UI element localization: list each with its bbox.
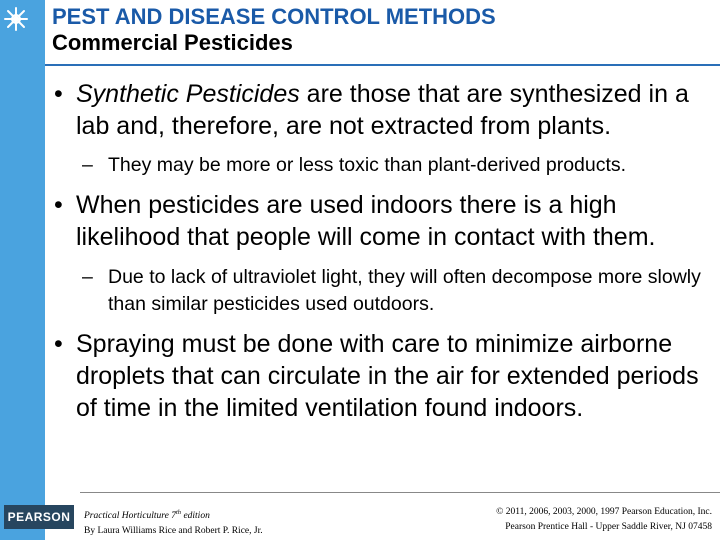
page-subtitle: Commercial Pesticides	[52, 30, 293, 55]
sub-bullet-text: They may be more or less toxic than plant-derived products.	[108, 154, 627, 176]
footer-divider	[80, 492, 720, 493]
pearson-logo: PEARSON	[4, 505, 74, 529]
title-block	[52, 4, 496, 56]
bullet-text: are those that are synthesized in a lab and, therefore, are not extracted from plants.	[76, 80, 689, 140]
bullet-spraying	[54, 328, 714, 424]
sub-bullet-decomposition	[54, 264, 714, 318]
footer-book-info	[84, 505, 263, 539]
copyright-line: © 2011, 2006, 2003, 2000, 1997 Pearson Education, Inc.	[496, 507, 712, 517]
book-title-line	[84, 505, 263, 524]
bullet-text: Spraying must be done with care to minimize airborne droplets that can circulate in the air for extended periods of time in the limited ventilation found indoors.	[76, 330, 699, 422]
book-authors: By Laura Williams Rice and Robert P. Rice, Jr.	[84, 526, 263, 537]
bullet-indoor-use	[54, 189, 714, 253]
publisher-line: Pearson Prentice Hall - Upper Saddle River, NJ 07458	[505, 522, 712, 532]
sidebar-band	[0, 0, 45, 540]
bullet-dot: •	[54, 80, 63, 108]
bullet-dot: •	[54, 330, 63, 358]
sub-bullet-toxicity	[54, 152, 714, 179]
edition-word: edition	[181, 511, 210, 522]
bullet-emphasis: Synthetic Pesticides	[76, 80, 300, 108]
bullet-text: When pesticides are used indoors there is a high likelihood that people will come in contact with them.	[76, 191, 656, 251]
sub-bullet-text: Due to lack of ultraviolet light, they will often decompose more slowly than similar pesticides used outdoors.	[108, 266, 701, 315]
slide-content	[54, 78, 714, 424]
footer-copyright	[496, 505, 712, 535]
bullet-synthetic-pesticides	[54, 78, 714, 142]
asterisk-flower-icon	[2, 5, 30, 33]
book-title: Practical Horticulture 7	[84, 511, 176, 522]
sub-bullet-dash: –	[82, 154, 93, 176]
sub-bullet-dash: –	[82, 266, 93, 288]
edition-superscript: th	[176, 509, 182, 516]
page-title: PEST AND DISEASE CONTROL METHODS	[52, 4, 496, 29]
bullet-dot: •	[54, 191, 63, 219]
title-divider	[45, 64, 720, 66]
